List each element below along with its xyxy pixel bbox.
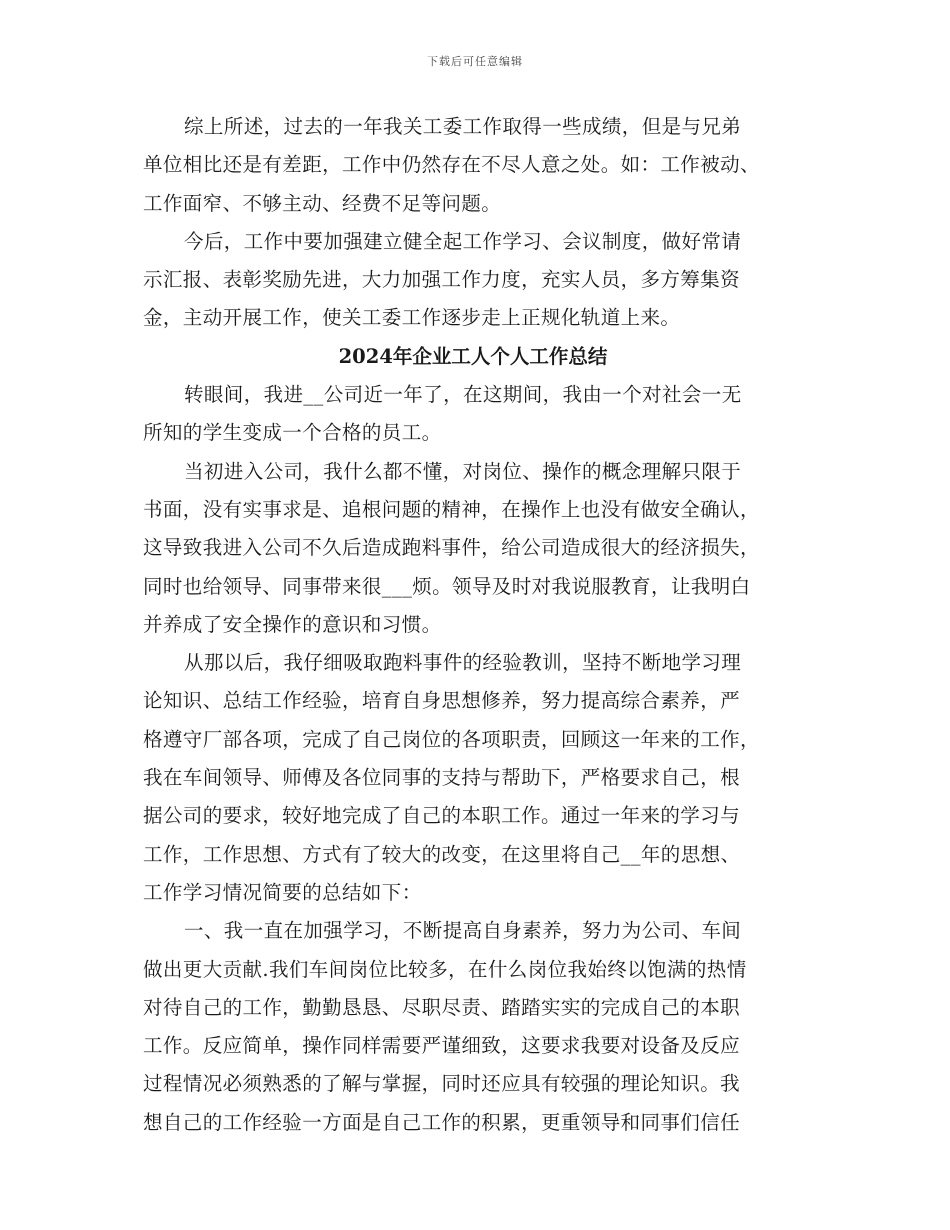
paragraph-line: 想自己的工作经验一方面是自己工作的积累，更重领导和同事们信任 [143,1110,741,1134]
paragraph-line: 论知识、总结工作经验，培育自身思想修养，努力提高综合素养，严 [143,689,741,713]
paragraph-line: 这导致我进入公司不久后造成跑料事件，给公司造成很大的经济损失， [143,536,760,560]
paragraph-line: 所知的学生变成一个合格的员工。 [143,421,442,445]
document-body [143,108,813,1142]
paragraph-line: 过程情况必须熟悉的了解与掌握，同时还应具有较强的理论知识。我 [143,1072,741,1096]
paragraph-line: 工作面窄、不够主动、经费不足等问题。 [143,191,502,215]
paragraph-line: 当初进入公司，我什么都不懂，对岗位、操作的概念理解只限于 [184,459,742,483]
paragraph-line: 我在车间领导、师傅及各位同事的支持与帮助下，严格要求自己，根 [143,766,741,790]
paragraph-line: 示汇报、表彰奖励先进，大力加强工作力度，充实人员，多方筹集资 [143,268,741,292]
document-title: 2024年企业工人个人工作总结 [338,344,608,368]
paragraph-line: 并养成了安全操作的意识和习惯。 [143,612,442,636]
paragraph-line: 格遵守厂部各项，完成了自己岗位的各项职责，回顾这一年来的工作， [143,727,760,751]
paragraph-line: 今后，工作中要加强建立健全起工作学习、会议制度，做好常请 [184,229,742,253]
paragraph-line: 金，主动开展工作，使关工委工作逐步走上正规化轨道上来。 [143,306,681,330]
paragraph-line: 对待自己的工作，勤勤恳恳、尽职尽责、踏踏实实的完成自己的本职 [143,995,741,1019]
paragraph-line: 据公司的要求，较好地完成了自己的本职工作。通过一年来的学习与 [143,804,741,828]
paragraph-line: 工作，工作思想、方式有了较大的改变，在这里将自己__年的思想、 [143,842,741,866]
page-header: 下载后可任意编辑 [427,55,523,68]
paragraph-line: 同时也给领导、同事带来很___烦。领导及时对我说服教育，让我明白 [143,574,751,598]
paragraph-line: 做出更大贡献.我们车间岗位比较多，在什么岗位我始终以饱满的热情 [143,957,747,981]
paragraph-line: 从那以后，我仔细吸取跑料事件的经验教训，坚持不断地学习理 [184,651,742,675]
paragraph-line: 工作学习情况简要的总结如下： [143,880,422,904]
paragraph-line: 单位相比还是有差距，工作中仍然存在不尽人意之处。如：工作被动、 [143,153,760,177]
paragraph-line: 工作。反应简单，操作同样需要严谨细致，这要求我要对设备及反应 [143,1034,741,1058]
paragraph-line: 转眼间，我进__公司近一年了，在这期间，我由一个对社会一无 [184,383,742,407]
paragraph-line: 一、我一直在加强学习，不断提高自身素养，努力为公司、车间 [184,919,742,943]
paragraph-line: 书面，没有实事求是、追根问题的精神，在操作上也没有做安全确认， [143,497,760,521]
paragraph-line: 综上所述，过去的一年我关工委工作取得一些成绩，但是与兄弟 [184,115,742,138]
